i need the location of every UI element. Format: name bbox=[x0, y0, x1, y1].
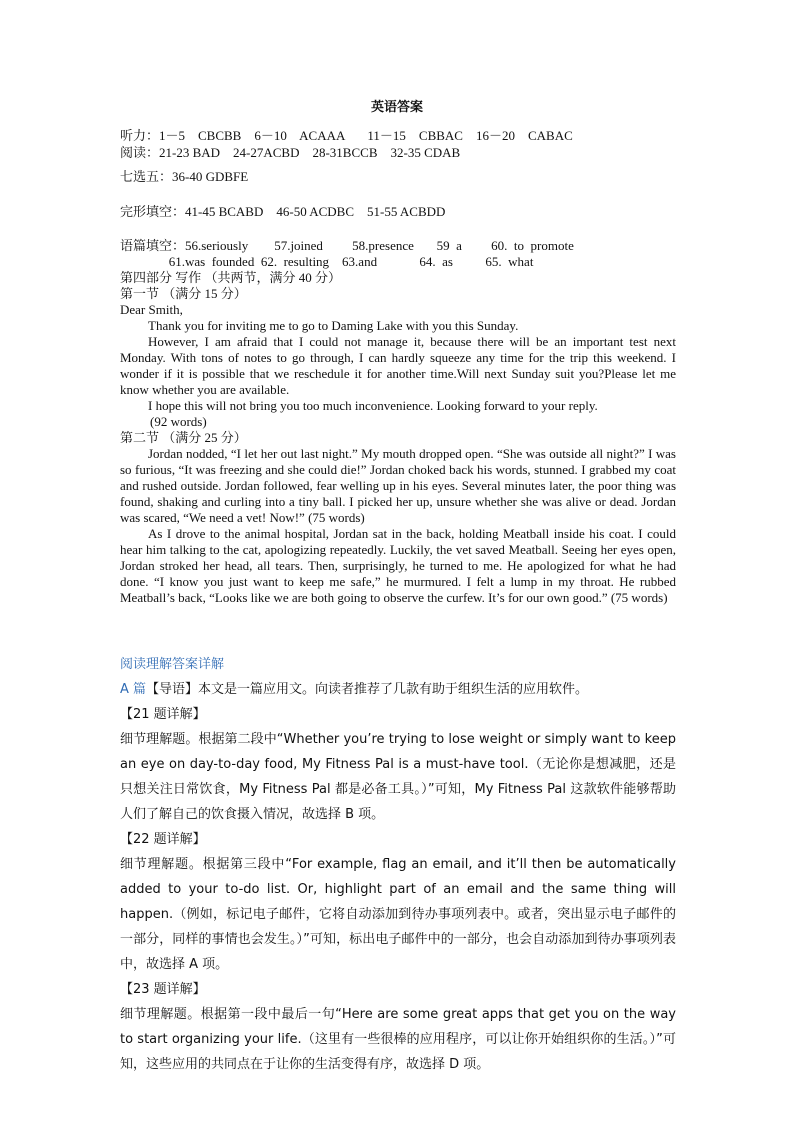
grammar-answers-line2: 61.was founded 62. resulting 63.and 64. as 65. what bbox=[120, 254, 534, 269]
passage-a-label: A 篇 bbox=[120, 682, 147, 697]
letter-paragraph-3: I hope this will not bring you too much inconvenience. Looking forward to your reply. bbox=[148, 398, 598, 413]
letter-word-count: (92 words) bbox=[150, 414, 207, 429]
explanations-heading: 阅读理解答案详解 bbox=[120, 657, 225, 672]
letter-salutation: Dear Smith, bbox=[120, 302, 183, 317]
story-paragraph-1: Jordan nodded, “I let her out last night.” My mouth dropped open. “She was outside all night?” I was so furious, “It was freezing and she could die!” Jordan choked back his words, stunned. I grabbed my coat and rushed outside. Jordan followed, fear welling up in his eyes. Several minutes later, the poor thing was found, shaking and curling into a tiny ball. I picked her up, unsure whether she was alive or dead. Jordan was scared, “We need a vet! Now!” (75 words) bbox=[120, 446, 676, 525]
q22-title: 【22 题详解】 bbox=[120, 832, 206, 847]
q21-text: 细节理解题。根据第二段中“Whether you’re trying to lose weight or simply want to keep an eye on day-to-day food, My Fitness Pal is a must-have tool.（无论你是想减肥，还是只想关注日常饮食，My Fitness Pal 都是必备工具。）”可知，My Fitness Pal 这款软件能够帮助人们了解自己的饮食摄入情况，故选择 B 项。 bbox=[120, 732, 676, 822]
q22-text: 细节理解题。根据第三段中“For example, flag an email, and it’ll then be automatically added to your to-do list. Or, highlight part of an email and the same thing will happen.（例如，标记电子邮件，它将自动添加到待办事项列表中。或者，突出显示电子邮件的一部分，同样的事情也会发生。）”可知，标出电子邮件中的一部分，也会自动添加到待办事项列表中，故选择 A 项。 bbox=[120, 857, 676, 972]
reading-answers: 阅读：21-23 BAD 24-27ACBD 28-31BCCB 32-35 CDAB bbox=[120, 145, 461, 160]
section1-heading: 第一节 （满分 15 分） bbox=[120, 286, 247, 301]
listening-answers: 听力：1－5 CBCBB 6－10 ACAAA 11－15 CBBAC 16－20 CABAC bbox=[120, 128, 573, 143]
writing-section bbox=[120, 270, 676, 606]
q23-text: 细节理解题。根据第一段中最后一句“Here are some great apps that get you on the way to start organizing your life.（这里有一些很棒的应用程序，可以让你开始组织你的生活。）”可知，这些应用的共同点在于让你的生活变得有序，故选择 D 项。 bbox=[120, 1007, 676, 1072]
reading-explanations bbox=[120, 652, 676, 1077]
passage-a-intro-text: 【导语】本文是一篇应用文。向读者推荐了几款有助于组织生活的应用软件。 bbox=[146, 682, 589, 697]
letter-paragraph-1: Thank you for inviting me to go to Daming Lake with you this Sunday. bbox=[148, 318, 519, 333]
story-paragraph-2: As I drove to the animal hospital, Jordan sat in the back, holding Meatball inside his coat. I could hear him talking to the cat, apologizing repeatedly. Luckily, the vet saved Meatball. Seeing her eyes open, Jordan stroked her head, all tears. Then, surprisingly, he turned to me. He apologized for what he had done. “I know you just want to keep me safe,” he murmured. I felt a lump in my throat. He rubbed Meatball’s back, “Looks like we are both going to observe the curfew. It’s for our own good.” (75 words) bbox=[120, 526, 676, 605]
q21-title: 【21 题详解】 bbox=[120, 707, 206, 722]
letter-paragraph-2: However, I am afraid that I could not manage it, because there will be an important test next Monday. With tons of notes to go through, I can hardly squeeze any time for the trip this weekend. I wonder if it is possible that we reschedule it for another time.Will next Sunday suit you?Please let me know whether you are available. bbox=[120, 334, 676, 397]
passage-a-intro bbox=[120, 677, 676, 702]
cloze-answers: 完形填空：41-45 BCABD 46-50 ACDBC 51-55 ACBDD bbox=[120, 204, 446, 219]
q23-title: 【23 题详解】 bbox=[120, 982, 206, 997]
page-title: 英语答案 bbox=[370, 100, 423, 115]
grammar-answers-line1: 语篇填空：56.seriously 57.joined 58.presence 59 a 60. to promote bbox=[120, 238, 574, 253]
part4-heading: 第四部分 写作 （共两节，满分 40 分） bbox=[120, 270, 342, 285]
section2-heading: 第二节 （满分 25 分） bbox=[120, 430, 247, 445]
seven-five-answers: 七选五：36-40 GDBFE bbox=[120, 169, 249, 184]
